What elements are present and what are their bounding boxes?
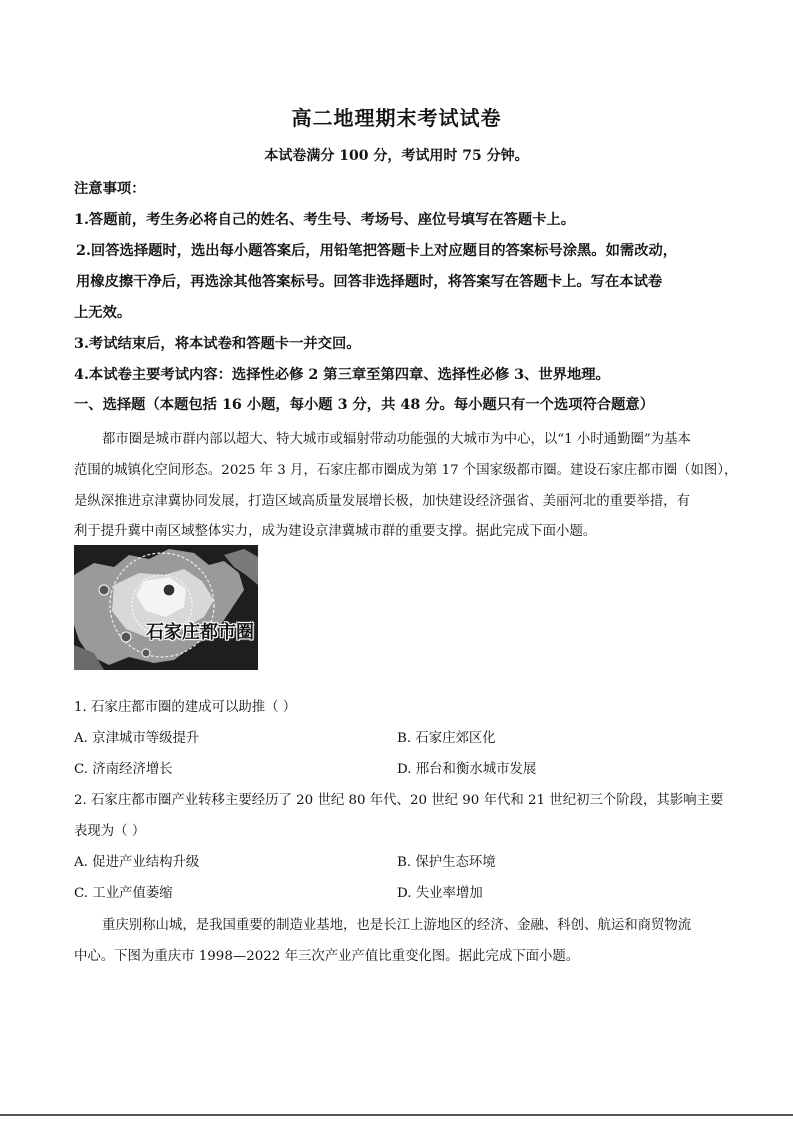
q2-option-a: A. 促进产业结构升级	[74, 855, 200, 870]
passage-line: 都市圈是城市群内部以超大、特大城市或辐射带动功能强的大城市为中心，以“1 小时通勤圈”为基本	[102, 432, 691, 447]
passage-line: 是纵深推进京津冀协同发展，打造区域高质量发展增长极，加快建设经济强省、美丽河北的重要举措，有	[74, 494, 690, 509]
passage-line: 利于提升冀中南区域整体实力，成为建设京津冀城市群的重要支撑。据此完成下面小题。	[74, 524, 597, 539]
note-item: 1.答题前，考生务必将自己的姓名、考生号、考场号、座位号填写在答题卡上。	[74, 212, 576, 228]
page-title: 高二地理期末考试试卷	[291, 106, 502, 130]
q2-option-c: C. 工业产值萎缩	[74, 886, 173, 901]
passage-line: 中心。下图为重庆市 1998—2022 年三次产业产值比重变化图。据此完成下面小题。	[74, 949, 580, 964]
page-subtitle: 本试卷满分 100 分，考试用时 75 分钟。	[264, 148, 529, 164]
passage-line: 重庆别称山城，是我国重要的制造业基地，也是长江上游地区的经济、金融、科创、航运和商贸物流	[102, 918, 692, 933]
question-2-stem-cont: 表现为（ ）	[74, 824, 146, 839]
passage-line: 范围的城镇化空间形态。2025 年 3 月，石家庄都市圈成为第 17 个国家级都市圈。建设石家庄都市圈（如图），	[74, 463, 738, 478]
notes-heading: 注意事项：	[74, 181, 146, 197]
q1-option-a: A. 京津城市等级提升	[74, 731, 200, 746]
q1-option-b: B. 石家庄郊区化	[397, 731, 496, 746]
q1-option-c: C. 济南经济增长	[74, 762, 173, 777]
q2-option-d: D. 失业率增加	[397, 886, 483, 901]
note-item: 2.回答选择题时，选出每小题答案后，用铅笔把答题卡上对应题目的答案标号涂黑。如需改动，	[76, 243, 678, 259]
question-2-stem: 2. 石家庄都市圈产业转移主要经历了 20 世纪 80 年代、20 世纪 90 年代和 21 世纪初三个阶段，其影响主要	[74, 793, 724, 808]
map-label: 石家庄都市圈	[146, 622, 254, 643]
shijiazhuang-metro-map	[74, 545, 258, 670]
note-item: 用橡皮擦干净后，再选涂其他答案标号。回答非选择题时，将答案写在答题卡上。写在本试卷	[76, 274, 663, 290]
q1-option-d: D. 邢台和衡水城市发展	[397, 762, 537, 777]
page-bottom-rule	[0, 1114, 793, 1116]
note-item: 3.考试结束后，将本试卷和答题卡一并交回。	[74, 336, 361, 352]
section-heading: 一、选择题（本题包括 16 小题，每小题 3 分，共 48 分。每小题只有一个选项符合题意）	[74, 397, 654, 413]
question-1-stem: 1. 石家庄都市圈的建成可以助推（ ）	[74, 700, 297, 715]
note-item: 上无效。	[74, 305, 132, 321]
note-item: 4.本试卷主要考试内容：选择性必修 2 第三章至第四章、选择性必修 3、世界地理。	[74, 367, 610, 383]
q2-option-b: B. 保护生态环境	[397, 855, 496, 870]
